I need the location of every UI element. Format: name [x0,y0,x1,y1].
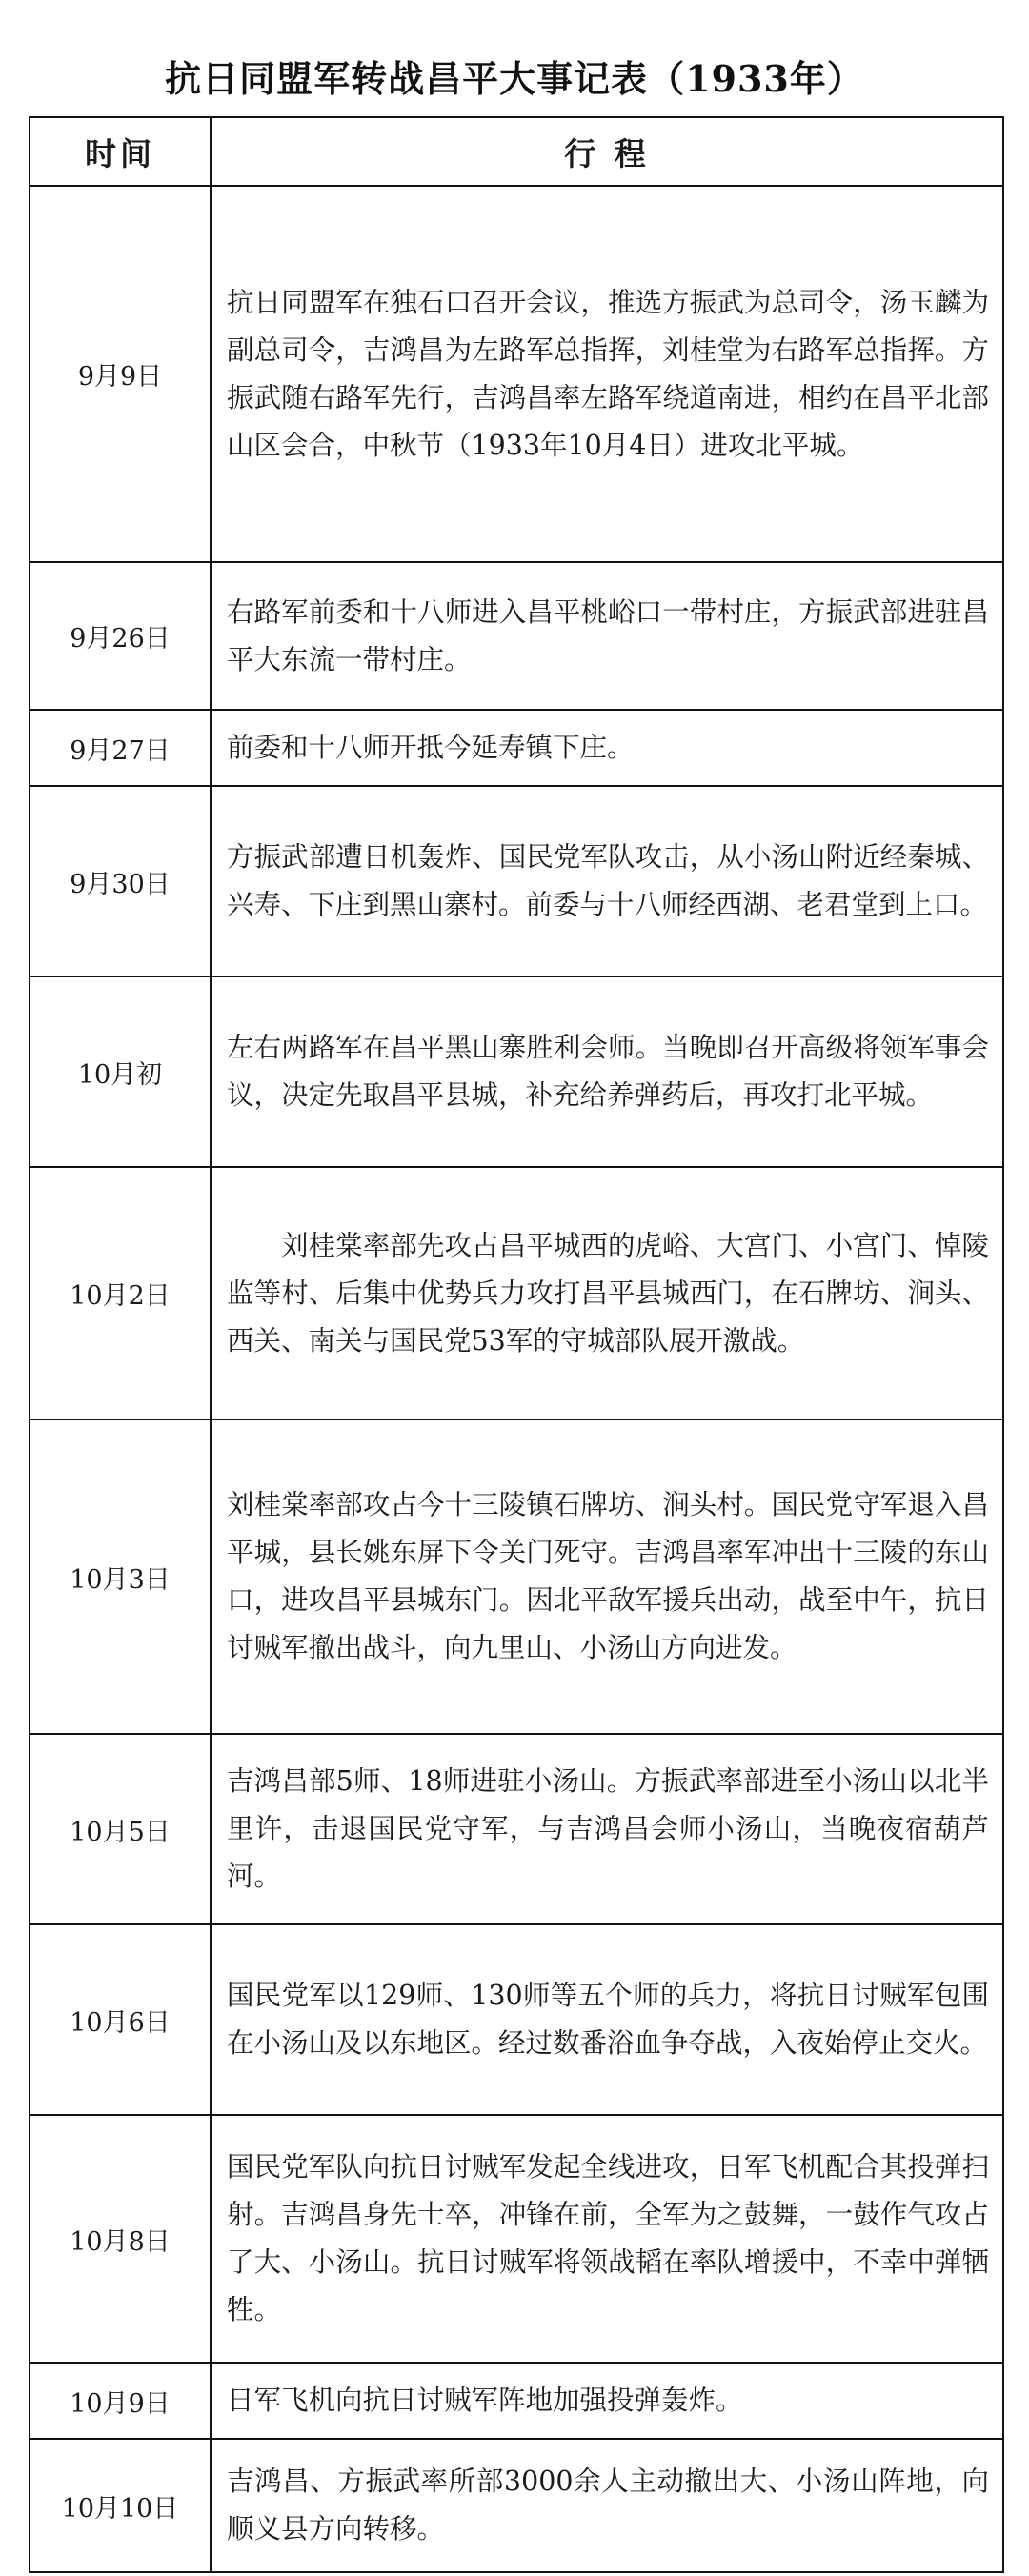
row-date: 9月30日 [30,786,211,976]
row-description: 前委和十八师开抵今延寿镇下庄。 [211,710,1003,786]
table-row [30,1924,1003,2115]
table-row [30,2439,1003,2572]
row-description: 吉鸿昌部5师、18师进驻小汤山。方振武率部进至小汤山以北半里许，击退国民党守军，与吉鸿昌会师小汤山，当晚夜宿葫芦河。 [211,1734,1003,1924]
table-header-row [30,117,1003,186]
row-date: 10月9日 [30,2363,211,2439]
header-itinerary: 行 程 [211,117,1003,186]
row-date: 10月初 [30,976,211,1167]
row-date: 9月26日 [30,562,211,710]
row-description: 刘桂棠率部攻占今十三陵镇石牌坊、涧头村。国民党守军退入昌平城，县长姚东屏下令关门死守。吉鸿昌率军冲出十三陵的东山口，进攻昌平县城东门。因北平敌军援兵出动，战至中午，抗日讨贼军撤出战斗，向九里山、小汤山方向进发。 [211,1419,1003,1734]
row-description: 方振武部遭日机轰炸、国民党军队攻击，从小汤山附近经秦城、兴寿、下庄到黑山寨村。前委与十八师经西湖、老君堂到上口。 [211,786,1003,976]
row-description: 右路军前委和十八师进入昌平桃峪口一带村庄，方振武部进驻昌平大东流一带村庄。 [211,562,1003,710]
events-table [29,116,1004,2573]
row-date: 10月6日 [30,1924,211,2115]
table-row [30,2363,1003,2439]
table-row [30,2115,1003,2363]
row-description: 吉鸿昌、方振武率所部3000余人主动撤出大、小汤山阵地，向顺义县方向转移。 [211,2439,1003,2572]
row-description: 左右两路军在昌平黑山寨胜利会师。当晚即召开高级将领军事会议，决定先取昌平县城，补充给养弹药后，再攻打北平城。 [211,976,1003,1167]
row-date: 10月5日 [30,1734,211,1924]
table-row [30,710,1003,786]
row-description: 国民党军以129师、130师等五个师的兵力，将抗日讨贼军包围在小汤山及以东地区。经过数番浴血争夺战，入夜始停止交火。 [211,1924,1003,2115]
row-date: 10月10日 [30,2439,211,2572]
table-row [30,186,1003,562]
table-row [30,1419,1003,1734]
row-date: 9月9日 [30,186,211,562]
header-time: 时间 [30,117,211,186]
row-date: 10月8日 [30,2115,211,2363]
row-description: 抗日同盟军在独石口召开会议，推选方振武为总司令，汤玉麟为副总司令，吉鸿昌为左路军总指挥，刘桂堂为右路军总指挥。方振武随右路军先行，吉鸿昌率左路军绕道南进，相约在昌平北部山区会合，中秋节（1933年10月4日）进攻北平城。 [211,186,1003,562]
row-description: 刘桂棠率部先攻占昌平城西的虎峪、大宫门、小宫门、悼陵监等村、后集中优势兵力攻打昌平县城西门，在石牌坊、涧头、西关、南关与国民党53军的守城部队展开激战。 [211,1167,1003,1419]
row-description: 国民党军队向抗日讨贼军发起全线进攻，日军飞机配合其投弹扫射。吉鸿昌身先士卒，冲锋在前，全军为之鼓舞，一鼓作气攻占了大、小汤山。抗日讨贼军将领战韬在率队增援中，不幸中弹牺牲。 [211,2115,1003,2363]
row-description: 日军飞机向抗日讨贼军阵地加强投弹轰炸。 [211,2363,1003,2439]
table-row [30,1167,1003,1419]
table-row [30,976,1003,1167]
table-row [30,1734,1003,1924]
table-row [30,562,1003,710]
row-date: 9月27日 [30,710,211,786]
row-date: 10月3日 [30,1419,211,1734]
table-row [30,786,1003,976]
page-title: 抗日同盟军转战昌平大事记表（1933年） [165,57,864,100]
row-date: 10月2日 [30,1167,211,1419]
